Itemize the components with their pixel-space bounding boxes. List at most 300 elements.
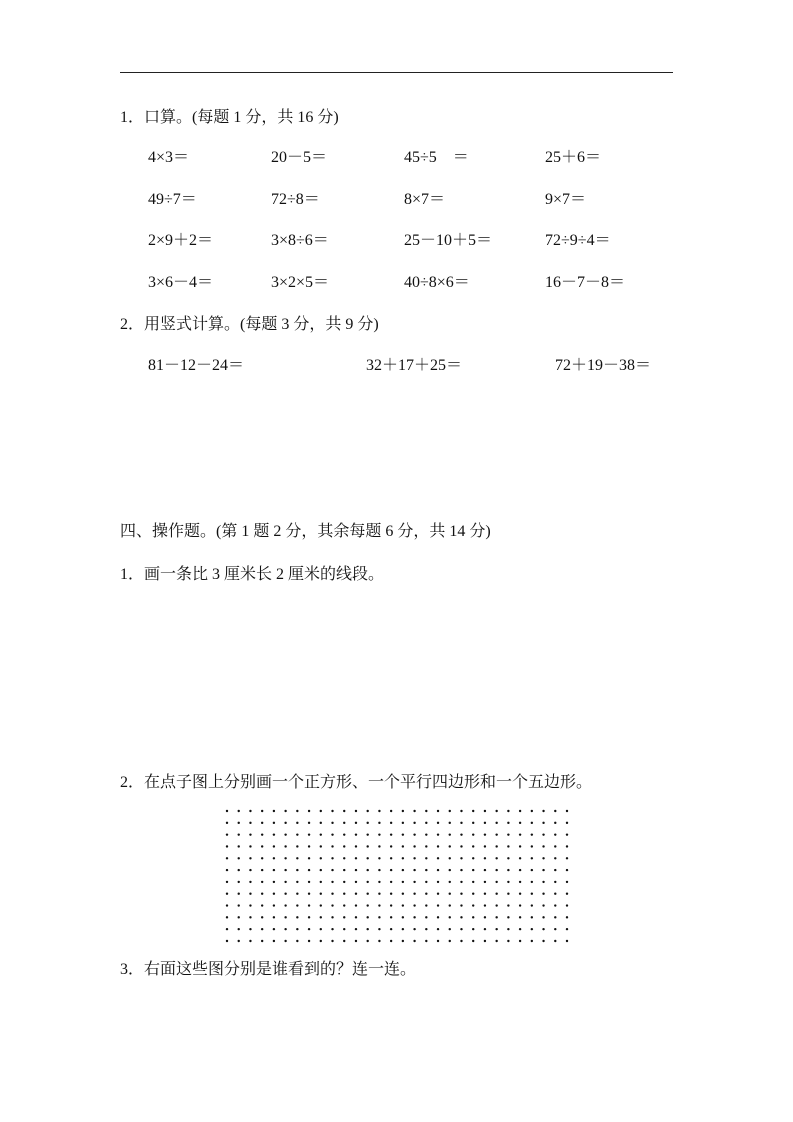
grid-dot (460, 822, 462, 824)
mental-math-item: 25＋6＝ (545, 149, 602, 166)
grid-dot (460, 916, 462, 918)
mental-math-item: 2×9＋2＝ (148, 232, 214, 249)
grid-dot (425, 893, 427, 895)
grid-dot (284, 810, 286, 812)
grid-dot (542, 881, 544, 883)
grid-dot (355, 940, 357, 942)
grid-dot (495, 845, 497, 847)
grid-dot (238, 833, 240, 835)
grid-dot (472, 857, 474, 859)
mental-math-item: 4×3＝ (148, 149, 190, 166)
grid-dot (226, 845, 228, 847)
grid-dot (343, 810, 345, 812)
grid-dot (531, 904, 533, 906)
grid-dot (343, 940, 345, 942)
grid-dot (425, 928, 427, 930)
grid-dot (261, 833, 263, 835)
grid-dot (331, 893, 333, 895)
grid-dot (249, 810, 251, 812)
grid-dot (308, 928, 310, 930)
grid-dot (331, 810, 333, 812)
grid-dot (495, 916, 497, 918)
grid-dot (554, 940, 556, 942)
grid-dot (226, 940, 228, 942)
grid-dot (472, 904, 474, 906)
grid-dot (366, 893, 368, 895)
grid-dot (413, 845, 415, 847)
grid-dot (390, 857, 392, 859)
grid-dot (472, 810, 474, 812)
grid-dot (554, 845, 556, 847)
grid-dot (449, 810, 451, 812)
grid-dot (402, 845, 404, 847)
section4-q3: 3．右面这些图分别是谁看到的？连一连。 (120, 961, 417, 978)
grid-dot (554, 928, 556, 930)
grid-dot (413, 869, 415, 871)
grid-dot (449, 928, 451, 930)
grid-dot (331, 916, 333, 918)
grid-dot (343, 893, 345, 895)
grid-dot (390, 845, 392, 847)
grid-dot (390, 822, 392, 824)
grid-dot (355, 869, 357, 871)
mental-math-item: 72÷9÷4＝ (545, 232, 611, 249)
grid-dot (284, 916, 286, 918)
grid-dot (366, 904, 368, 906)
grid-dot (308, 881, 310, 883)
grid-dot (449, 881, 451, 883)
mental-math-item: 40÷8×6＝ (404, 274, 470, 291)
grid-dot (226, 833, 228, 835)
grid-dot (296, 916, 298, 918)
grid-dot (566, 916, 568, 918)
grid-dot (531, 810, 533, 812)
grid-dot (531, 857, 533, 859)
grid-dot (355, 833, 357, 835)
grid-dot (507, 940, 509, 942)
grid-dot (507, 810, 509, 812)
grid-dot (249, 881, 251, 883)
grid-dot (495, 928, 497, 930)
grid-dot (284, 869, 286, 871)
grid-dot (425, 810, 427, 812)
grid-dot (284, 904, 286, 906)
vertical-calc-item: 81－12－24＝ (148, 357, 245, 374)
grid-dot (531, 869, 533, 871)
grid-dot (437, 940, 439, 942)
grid-dot (331, 928, 333, 930)
grid-dot (343, 822, 345, 824)
grid-dot (519, 893, 521, 895)
grid-dot (519, 904, 521, 906)
grid-dot (320, 810, 322, 812)
grid-dot (226, 822, 228, 824)
grid-dot (331, 833, 333, 835)
grid-dot (261, 904, 263, 906)
grid-dot (413, 822, 415, 824)
grid-dot (507, 869, 509, 871)
grid-dot (531, 928, 533, 930)
grid-dot (484, 857, 486, 859)
grid-dot (296, 845, 298, 847)
grid-dot (519, 916, 521, 918)
grid-dot (308, 893, 310, 895)
grid-dot (507, 893, 509, 895)
grid-dot (566, 822, 568, 824)
grid-dot (238, 904, 240, 906)
grid-dot (390, 833, 392, 835)
grid-dot (413, 916, 415, 918)
q1-heading: 1．口算。(每题 1 分，共 16 分) (120, 109, 339, 126)
grid-dot (425, 881, 427, 883)
grid-dot (343, 881, 345, 883)
grid-dot (273, 810, 275, 812)
grid-dot (355, 904, 357, 906)
grid-dot (449, 869, 451, 871)
grid-dot (378, 916, 380, 918)
grid-dot (531, 822, 533, 824)
grid-dot (472, 893, 474, 895)
grid-dot (507, 857, 509, 859)
grid-dot (226, 904, 228, 906)
grid-dot (226, 857, 228, 859)
grid-dot (542, 845, 544, 847)
grid-dot (542, 833, 544, 835)
grid-dot (378, 928, 380, 930)
grid-dot (507, 845, 509, 847)
grid-dot (554, 810, 556, 812)
grid-dot (378, 904, 380, 906)
grid-dot (413, 857, 415, 859)
grid-dot (273, 928, 275, 930)
grid-dot (331, 822, 333, 824)
grid-dot (554, 822, 556, 824)
grid-dot (554, 833, 556, 835)
grid-dot (507, 928, 509, 930)
grid-dot (238, 857, 240, 859)
grid-dot (566, 810, 568, 812)
grid-dot (402, 869, 404, 871)
grid-dot (449, 904, 451, 906)
grid-dot (343, 845, 345, 847)
grid-dot (378, 857, 380, 859)
grid-dot (238, 881, 240, 883)
grid-dot (460, 928, 462, 930)
grid-dot (495, 893, 497, 895)
grid-dot (261, 881, 263, 883)
grid-dot (531, 893, 533, 895)
grid-dot (554, 869, 556, 871)
mental-math-item: 9×7＝ (545, 191, 587, 208)
grid-dot (390, 893, 392, 895)
mental-math-item: 3×8÷6＝ (271, 232, 329, 249)
grid-dot (378, 881, 380, 883)
grid-dot (249, 822, 251, 824)
grid-dot (273, 904, 275, 906)
grid-dot (366, 845, 368, 847)
grid-dot (554, 904, 556, 906)
grid-dot (425, 822, 427, 824)
section4-q1: 1．画一条比 3 厘米长 2 厘米的线段。 (120, 566, 385, 583)
grid-dot (249, 928, 251, 930)
grid-dot (296, 869, 298, 871)
grid-dot (320, 940, 322, 942)
grid-dot (273, 940, 275, 942)
grid-dot (355, 845, 357, 847)
grid-dot (519, 810, 521, 812)
grid-dot (542, 857, 544, 859)
grid-dot (308, 810, 310, 812)
grid-dot (378, 810, 380, 812)
grid-dot (226, 869, 228, 871)
grid-dot (308, 822, 310, 824)
grid-dot (484, 928, 486, 930)
mental-math-item: 3×2×5＝ (271, 274, 330, 291)
grid-dot (273, 916, 275, 918)
grid-dot (261, 869, 263, 871)
vertical-calc-item: 72＋19－38＝ (555, 357, 652, 374)
grid-dot (308, 833, 310, 835)
grid-dot (390, 810, 392, 812)
grid-dot (320, 822, 322, 824)
grid-dot (343, 833, 345, 835)
grid-dot (343, 904, 345, 906)
mental-math-item: 16－7－8＝ (545, 274, 626, 291)
grid-dot (449, 916, 451, 918)
grid-dot (437, 893, 439, 895)
grid-dot (484, 940, 486, 942)
grid-dot (542, 928, 544, 930)
grid-dot (355, 916, 357, 918)
grid-dot (484, 916, 486, 918)
grid-dot (531, 881, 533, 883)
grid-dot (531, 940, 533, 942)
grid-dot (402, 881, 404, 883)
grid-dot (308, 916, 310, 918)
grid-dot (542, 940, 544, 942)
grid-dot (402, 833, 404, 835)
grid-dot (472, 940, 474, 942)
grid-dot (413, 928, 415, 930)
grid-dot (531, 833, 533, 835)
grid-dot (331, 857, 333, 859)
grid-dot (378, 822, 380, 824)
grid-dot (343, 869, 345, 871)
grid-dot (390, 928, 392, 930)
grid-dot (542, 869, 544, 871)
grid-dot (495, 810, 497, 812)
mental-math-item: 20－5＝ (271, 149, 328, 166)
grid-dot (460, 904, 462, 906)
grid-dot (226, 916, 228, 918)
grid-dot (343, 916, 345, 918)
grid-dot (484, 904, 486, 906)
grid-dot (566, 845, 568, 847)
grid-dot (554, 881, 556, 883)
grid-dot (331, 869, 333, 871)
dot-grid[interactable] (224, 808, 570, 944)
grid-dot (238, 810, 240, 812)
grid-dot (437, 881, 439, 883)
grid-dot (261, 928, 263, 930)
grid-dot (390, 904, 392, 906)
mental-math-item: 72÷8＝ (271, 191, 320, 208)
grid-dot (320, 869, 322, 871)
grid-dot (296, 881, 298, 883)
grid-dot (507, 822, 509, 824)
grid-dot (542, 822, 544, 824)
grid-dot (566, 833, 568, 835)
grid-dot (390, 940, 392, 942)
grid-dot (519, 845, 521, 847)
grid-dot (249, 857, 251, 859)
grid-dot (566, 869, 568, 871)
grid-dot (378, 940, 380, 942)
grid-dot (425, 857, 427, 859)
grid-dot (296, 833, 298, 835)
grid-dot (296, 928, 298, 930)
mental-math-item: 45÷5 ＝ (404, 149, 469, 166)
grid-dot (366, 916, 368, 918)
grid-dot (296, 810, 298, 812)
grid-dot (390, 881, 392, 883)
grid-dot (249, 845, 251, 847)
grid-dot (554, 857, 556, 859)
grid-dot (484, 810, 486, 812)
grid-dot (425, 904, 427, 906)
grid-dot (460, 845, 462, 847)
grid-dot (542, 904, 544, 906)
grid-dot (331, 845, 333, 847)
grid-dot (378, 833, 380, 835)
grid-dot (249, 916, 251, 918)
grid-dot (519, 940, 521, 942)
mental-math-item: 49÷7＝ (148, 191, 197, 208)
grid-dot (472, 845, 474, 847)
grid-dot (542, 916, 544, 918)
grid-dot (460, 810, 462, 812)
grid-dot (460, 881, 462, 883)
grid-dot (296, 904, 298, 906)
grid-dot (366, 810, 368, 812)
grid-dot (472, 869, 474, 871)
grid-dot (484, 822, 486, 824)
grid-dot (437, 845, 439, 847)
grid-dot (378, 869, 380, 871)
grid-dot (308, 845, 310, 847)
grid-dot (413, 881, 415, 883)
grid-dot (355, 857, 357, 859)
mental-math-item: 3×6－4＝ (148, 274, 214, 291)
grid-dot (273, 857, 275, 859)
grid-dot (449, 822, 451, 824)
grid-dot (519, 881, 521, 883)
grid-dot (484, 845, 486, 847)
grid-dot (531, 845, 533, 847)
grid-dot (460, 833, 462, 835)
grid-dot (320, 857, 322, 859)
grid-dot (261, 940, 263, 942)
grid-dot (320, 916, 322, 918)
grid-dot (296, 822, 298, 824)
grid-dot (402, 893, 404, 895)
grid-dot (390, 916, 392, 918)
grid-dot (284, 893, 286, 895)
grid-dot (554, 893, 556, 895)
grid-dot (484, 881, 486, 883)
grid-dot (273, 869, 275, 871)
grid-dot (495, 857, 497, 859)
grid-dot (507, 916, 509, 918)
grid-dot (484, 833, 486, 835)
grid-dot (402, 928, 404, 930)
grid-dot (449, 845, 451, 847)
grid-dot (402, 940, 404, 942)
grid-dot (249, 833, 251, 835)
grid-dot (296, 857, 298, 859)
mental-math-item: 25－10＋5＝ (404, 232, 493, 249)
grid-dot (390, 869, 392, 871)
grid-dot (238, 893, 240, 895)
grid-dot (437, 869, 439, 871)
grid-dot (284, 822, 286, 824)
grid-dot (472, 928, 474, 930)
grid-dot (542, 893, 544, 895)
grid-dot (437, 904, 439, 906)
grid-dot (238, 928, 240, 930)
grid-dot (238, 822, 240, 824)
grid-dot (378, 893, 380, 895)
grid-dot (284, 833, 286, 835)
grid-dot (226, 893, 228, 895)
grid-dot (495, 822, 497, 824)
grid-dot (460, 893, 462, 895)
grid-dot (331, 881, 333, 883)
grid-dot (273, 822, 275, 824)
grid-dot (531, 916, 533, 918)
grid-dot (249, 904, 251, 906)
grid-dot (249, 869, 251, 871)
grid-dot (566, 904, 568, 906)
section4-heading: 四、操作题。(第 1 题 2 分，其余每题 6 分，共 14 分) (120, 523, 491, 540)
grid-dot (413, 904, 415, 906)
grid-dot (296, 940, 298, 942)
grid-dot (413, 940, 415, 942)
grid-dot (296, 893, 298, 895)
grid-dot (355, 810, 357, 812)
q2-heading: 2．用竖式计算。(每题 3 分，共 9 分) (120, 316, 379, 333)
grid-dot (484, 869, 486, 871)
grid-dot (249, 893, 251, 895)
section4-q2: 2．在点子图上分别画一个正方形、一个平行四边形和一个五边形。 (120, 774, 593, 791)
grid-dot (437, 822, 439, 824)
grid-dot (273, 833, 275, 835)
grid-dot (425, 833, 427, 835)
grid-dot (238, 845, 240, 847)
grid-dot (519, 869, 521, 871)
grid-dot (425, 869, 427, 871)
grid-dot (472, 822, 474, 824)
grid-dot (437, 916, 439, 918)
grid-dot (366, 857, 368, 859)
grid-dot (261, 822, 263, 824)
grid-dot (331, 904, 333, 906)
grid-dot (261, 916, 263, 918)
grid-dot (425, 845, 427, 847)
grid-dot (320, 928, 322, 930)
grid-dot (413, 810, 415, 812)
grid-dot (366, 881, 368, 883)
